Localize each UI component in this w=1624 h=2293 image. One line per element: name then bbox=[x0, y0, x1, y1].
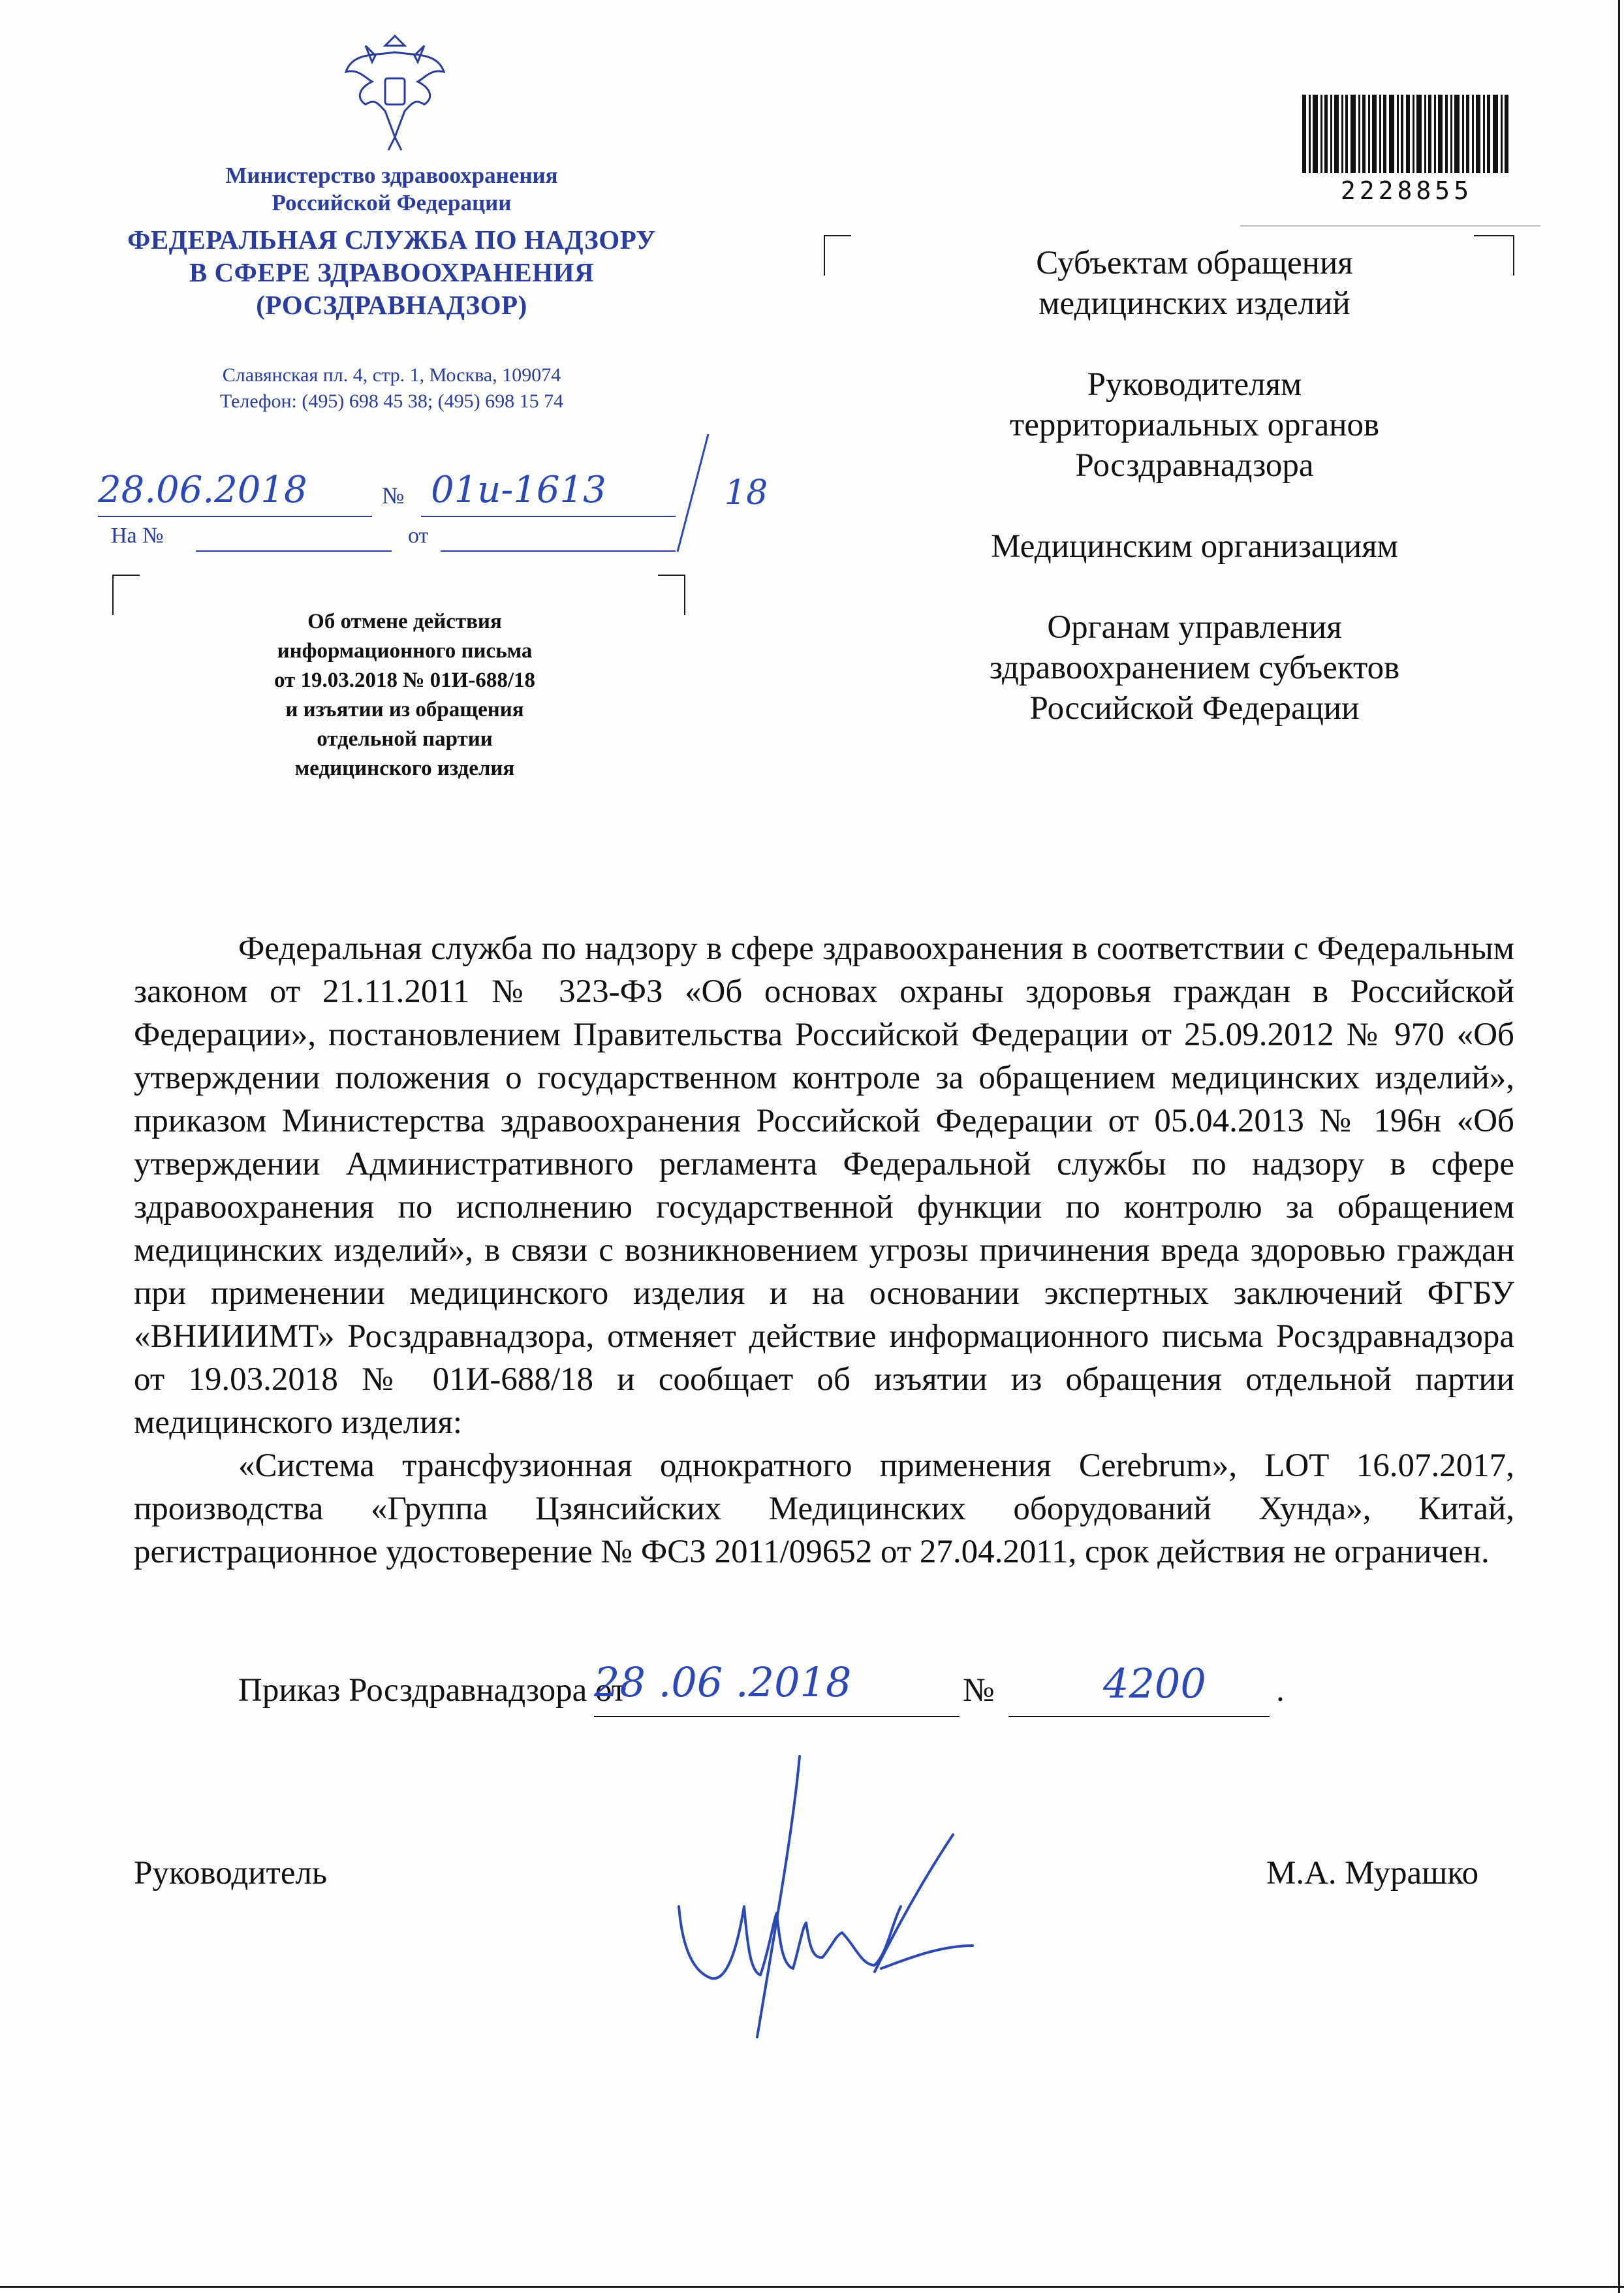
subject-line: отдельной партии bbox=[317, 727, 493, 751]
reply-to-label: На № bbox=[111, 524, 164, 548]
reply-from-label: от bbox=[408, 524, 429, 548]
barcode-divider bbox=[1240, 225, 1540, 227]
subject-corner-right bbox=[658, 575, 685, 615]
recipients-block bbox=[907, 243, 1482, 769]
registration-date-underline bbox=[98, 516, 372, 517]
barcode bbox=[1279, 91, 1527, 222]
subject-line: и изъятии из обращения bbox=[285, 698, 524, 721]
registration-number-suffix: 18 bbox=[725, 473, 768, 513]
recipient-group bbox=[907, 526, 1482, 567]
recipient-line: Органам управления bbox=[1047, 609, 1342, 646]
subject-line: информационного письма bbox=[277, 639, 533, 663]
recipient-line: Руководителям bbox=[1087, 366, 1302, 403]
phone-line: Телефон: (495) 698 45 38; (495) 698 15 74 bbox=[219, 390, 564, 412]
signatory-title: Руководитель bbox=[134, 1855, 328, 1891]
recipient-group bbox=[907, 364, 1482, 486]
subject-line: Об отмене действия bbox=[307, 610, 502, 633]
registration-number-underline bbox=[421, 516, 676, 517]
agency-name bbox=[91, 223, 692, 321]
recipient-group bbox=[907, 243, 1482, 324]
recipient-line: Российской Федерации bbox=[1029, 690, 1360, 727]
subject-line: от 19.03.2018 № 01И-688/18 bbox=[273, 669, 535, 692]
agency-line: (РОСЗДРАВНАДЗОР) bbox=[256, 290, 527, 320]
letter-body bbox=[134, 927, 1514, 1573]
signatory-name: М.А. Мурашко bbox=[1266, 1855, 1479, 1891]
order-number-underline bbox=[1008, 1716, 1270, 1717]
ministry-line: Министерство здравоохранения bbox=[225, 163, 558, 188]
coat-of-arms-icon bbox=[339, 33, 450, 157]
order-number-sign: № bbox=[963, 1672, 995, 1709]
address-corner-left bbox=[824, 235, 851, 276]
page-edge-right bbox=[1618, 0, 1620, 2293]
page-edge-bottom bbox=[0, 2286, 1624, 2288]
recipient-group bbox=[907, 607, 1482, 729]
recipient-line: Росздравнадзора bbox=[1075, 447, 1314, 484]
reply-to-underline bbox=[196, 550, 392, 552]
body-paragraph: Федеральная служба по надзору в сфере здравоохранения в соответствии с Федеральным законом от 21.11.2011 № 323-ФЗ «Об основах охраны здоровья граждан в Российской Федерации», постановлением Правительства Российской Федерации от 25.09.2012 № 970 «Об утверждении положения о государственном контроле за обращением медицинских изделий», приказом Министерства здравоохранения Российской Федерации от 05.04.2013 № 196н «Об утверждении Административного регламента Федеральной службы по надзору в сфере здравоохранения по исполнению государственной функции по контролю за обращением медицинских изделий», в связи с возникновением угрозы причинения вреда здоровью граждан при применении медицинского изделия и на основании экспертных заключений ФГБУ «ВНИИИМТ» Росздравнадзора, отменяет действие информационного письма Росздравнадзора от 19.03.2018 № 01И-688/18 и сообщает об изъятии из обращения отдельной партии медицинского изделия: bbox=[134, 930, 1514, 1441]
agency-address bbox=[117, 362, 666, 415]
letter-subject bbox=[183, 607, 627, 783]
registration-number-sign: № bbox=[382, 482, 405, 509]
handwritten-signature bbox=[666, 1750, 992, 2050]
recipient-line: здравоохранением субъектов bbox=[989, 650, 1400, 686]
order-end-dot: . bbox=[1276, 1672, 1285, 1709]
registration-date: 28.06.2018 bbox=[98, 469, 307, 511]
order-date: 28 .06 .2018 bbox=[594, 1658, 852, 1706]
handwritten-slash bbox=[672, 431, 711, 555]
barcode-number: 2228855 bbox=[1340, 176, 1473, 205]
registration-number: 01и-1613 bbox=[431, 469, 606, 511]
agency-line: В СФЕРЕ ЗДРАВООХРАНЕНИЯ bbox=[189, 257, 595, 287]
body-paragraph: «Система трансфузионная однократного применения Cerebrum», LOT 16.07.2017, производства «Группа Цзянсийских Медицинских оборудований Хунда», Китай, регистрационное удостоверение № ФСЗ 2011/09652 от 27.04.2011, срок действия не ограничен. bbox=[134, 1447, 1514, 1570]
subject-line: медицинского изделия bbox=[294, 757, 515, 780]
address-line: Славянская пл. 4, стр. 1, Москва, 109074 bbox=[222, 364, 561, 386]
reply-from-underline bbox=[441, 550, 676, 552]
order-label: Приказ Росздравнадзора от bbox=[238, 1672, 627, 1709]
order-date-underline bbox=[594, 1716, 960, 1717]
barcode-bars-icon bbox=[1302, 95, 1511, 173]
recipient-line: медицинских изделий bbox=[1038, 285, 1351, 322]
ministry-line: Российской Федерации bbox=[272, 190, 512, 215]
recipient-line: территориальных органов bbox=[1009, 407, 1380, 443]
ministry-name bbox=[150, 162, 633, 217]
order-number: 4200 bbox=[1103, 1660, 1206, 1707]
agency-line: ФЕДЕРАЛЬНАЯ СЛУЖБА ПО НАДЗОРУ bbox=[127, 225, 656, 255]
recipient-line: Субъектам обращения bbox=[1036, 245, 1353, 281]
recipient-line: Медицинским организациям bbox=[991, 528, 1398, 565]
subject-corner-left bbox=[112, 575, 140, 615]
